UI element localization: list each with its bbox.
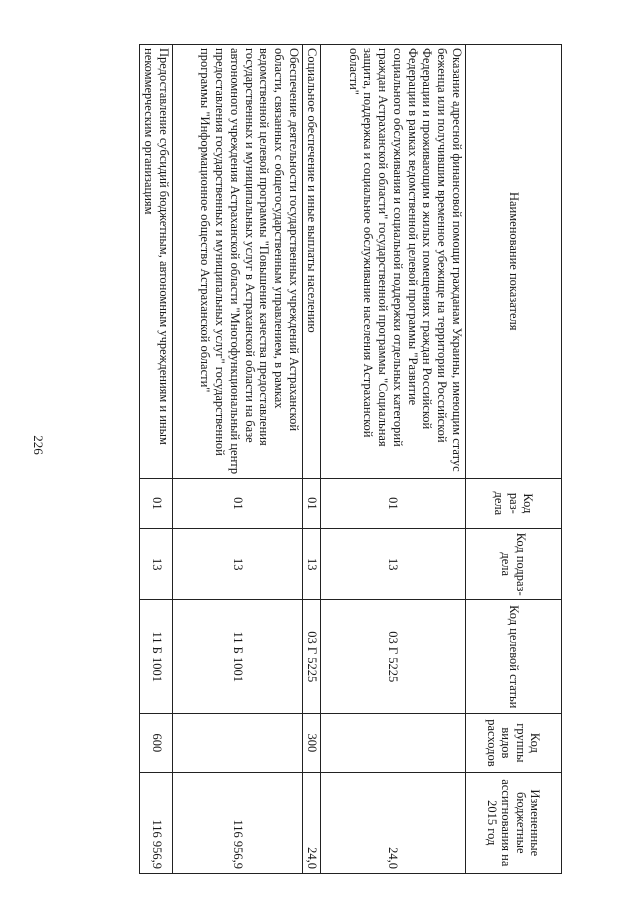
cell-sum: 24,0	[321, 772, 466, 873]
header-vid: Код группы видов расходов	[466, 714, 562, 772]
budget-table	[140, 44, 563, 874]
cell-razd: 01	[173, 478, 303, 529]
cell-vid: 600	[140, 714, 173, 772]
cell-vid	[321, 714, 466, 772]
cell-name: Обеспечение деятельности государственных учреждений Астраханской области, связанных с общегосударственным управлением, в рамках ведомственной целевой программы "Повышение качества предоставления государственных и муниципальных услуг в Астраханской области на базе автономного учреждения Астраханской области "Многофункциональный центр предоставления государственных и муниципальных услуг" государственной программы "Информационное общество Астраханской области"	[173, 45, 303, 479]
cell-razd: 01	[303, 478, 321, 529]
table-header-row	[466, 45, 562, 874]
page-number: 226	[31, 435, 46, 455]
cell-razd: 01	[321, 478, 466, 529]
cell-podrazd: 13	[173, 529, 303, 600]
header-name: Наименование показателя	[466, 45, 562, 479]
table-row	[173, 45, 303, 874]
cell-cel: 03 Г 5225	[303, 600, 321, 714]
cell-podrazd: 13	[303, 529, 321, 600]
cell-sum: 116 956,9	[173, 772, 303, 873]
header-cel: Код целевой статьи	[466, 600, 562, 714]
cell-vid: 300	[303, 714, 321, 772]
cell-cel: 03 Г 5225	[321, 600, 466, 714]
header-podrazd: Код подраз-дела	[466, 529, 562, 600]
table-rotator	[142, 44, 562, 874]
table-row	[140, 45, 173, 874]
header-sum: Измененные бюджетные ассигнования на 2015 год	[466, 772, 562, 873]
cell-cel: 11 Б 1001	[173, 600, 303, 714]
cell-sum: 24,0	[303, 772, 321, 873]
cell-podrazd: 13	[321, 529, 466, 600]
cell-sum: 116 956,9	[140, 772, 173, 873]
table-row	[303, 45, 321, 874]
rotated-sheet	[142, 44, 562, 874]
cell-razd: 01	[140, 478, 173, 529]
cell-name: Оказание адресной финансовой помощи гражданам Украины, имеющим статус беженца или получившим временное убежище на территории Российской Федерации и проживающим в жилых помещениях граждан Российской Федерации в рамках ведомственной целевой программы "Развитие социального обслуживания и социальной поддержки отдельных категорий граждан Астраханской области" государственной программы "Социальная защита, поддержка и социальное обслуживание населения Астраханской области"	[321, 45, 466, 479]
cell-cel: 11 Б 1001	[140, 600, 173, 714]
cell-podrazd: 13	[140, 529, 173, 600]
cell-name: Социальное обеспечение и иные выплаты населению	[303, 45, 321, 479]
table-row	[321, 45, 466, 874]
header-razd: Код раз-дела	[466, 478, 562, 529]
cell-name: Предоставление субсидий бюджетным, автономным учреждениям и иным некоммерческим организациям	[140, 45, 173, 479]
cell-vid	[173, 714, 303, 772]
